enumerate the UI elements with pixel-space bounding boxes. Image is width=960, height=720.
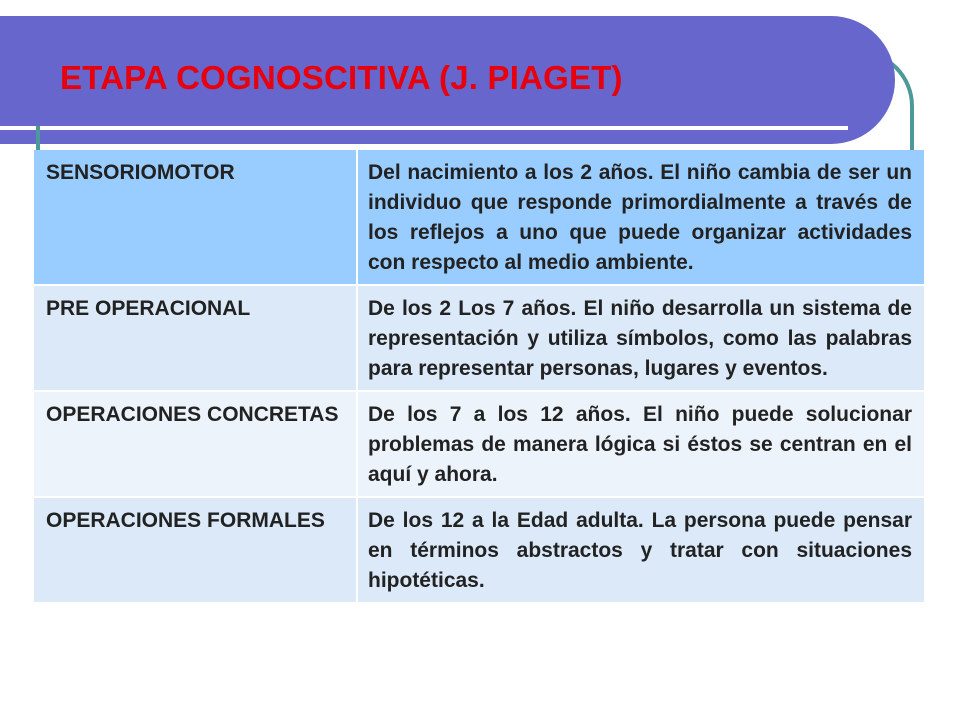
table-row — [34, 497, 925, 603]
stage-description-cell: De los 7 a los 12 años. El niño puede solucionar problemas de manera lógica si éstos se centran en el aquí y ahora. — [357, 391, 925, 497]
stage-name-cell: OPERACIONES CONCRETAS — [34, 391, 357, 497]
table-row — [34, 391, 925, 497]
page-title: ETAPA COGNOSCITIVA (J. PIAGET) — [60, 59, 623, 96]
stage-name-cell: PRE OPERACIONAL — [34, 285, 357, 391]
stages-table — [34, 150, 926, 604]
stage-name-cell: SENSORIOMOTOR — [34, 150, 357, 285]
stage-description-cell: Del nacimiento a los 2 años. El niño cambia de ser un individuo que responde primordialmente a través de los reflejos a uno que puede organizar actividades con respecto al medio ambiente. — [357, 150, 925, 285]
stage-name-cell: OPERACIONES FORMALES — [34, 497, 357, 603]
stage-description-cell: De los 12 a la Edad adulta. La persona puede pensar en términos abstractos y tratar con situaciones hipotéticas. — [357, 497, 925, 603]
stage-description-cell: De los 2 Los 7 años. El niño desarrolla un sistema de representación y utiliza símbolos, como las palabras para representar personas, lugares y eventos. — [357, 285, 925, 391]
title-underline — [0, 126, 848, 130]
table-row — [34, 285, 925, 391]
table-row — [34, 150, 925, 285]
